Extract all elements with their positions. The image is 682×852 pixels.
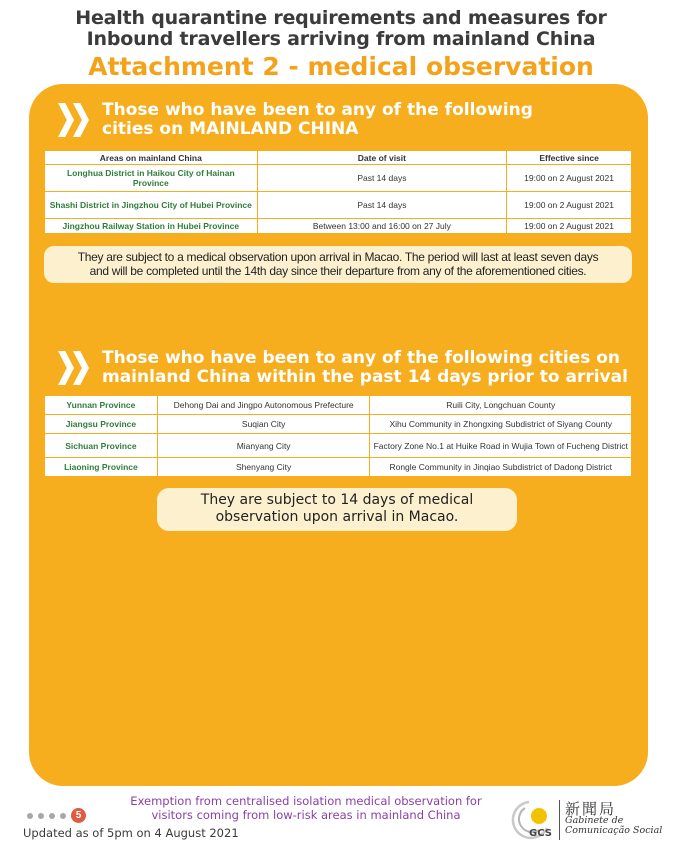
section2-note-line2: observation upon arrival in Macao. (215, 509, 459, 525)
section1-heading (58, 101, 533, 139)
column-header: Areas on mainland China (45, 151, 258, 165)
logo-pt-line1: Gabinete de (565, 815, 624, 826)
section1-note-line1: They are subject to a medical observation upon arrival in Macao. The period will last at least seven days (77, 250, 599, 264)
location-cell: Ruili City, Longchuan County (370, 396, 632, 415)
header-title-line2: Inbound travellers arriving from mainland China (86, 28, 596, 50)
city-cell: Mianyang City (157, 434, 370, 458)
area-cell: Longhua District in Haikou City of Hainan Province (45, 165, 258, 192)
date-cell: Between 13:00 and 16:00 on 27 July (257, 219, 507, 234)
effective-cell: 19:00 on 2 August 2021 (507, 219, 632, 234)
table-row (45, 192, 632, 219)
footer-title-line1: Exemption from centralised isolation medical observation for (130, 794, 482, 808)
section1-title-line2: cities on MAINLAND CHINA (102, 119, 359, 139)
page-dot[interactable] (49, 813, 55, 819)
header-title-line1: Health quarantine requirements and measures for (75, 7, 607, 29)
province-cell: Liaoning Province (45, 458, 158, 477)
table-header-row (45, 151, 632, 165)
section2-heading (58, 349, 628, 387)
province-cell: Jiangsu Province (45, 415, 158, 434)
section1-title-line1: Those who have been to any of the following (102, 100, 533, 120)
table-row (45, 415, 632, 434)
effective-cell: 19:00 on 2 August 2021 (507, 192, 632, 219)
gcs-logo (507, 796, 667, 846)
effective-cell: 19:00 on 2 August 2021 (507, 165, 632, 192)
footer-title (116, 794, 496, 822)
city-cell: Shenyang City (157, 458, 370, 477)
page-dot[interactable] (27, 813, 33, 819)
province-cell: Yunnan Province (45, 396, 158, 415)
table-row (45, 219, 632, 234)
double-chevron-right-icon (58, 101, 96, 139)
section2-title-line1: Those who have been to any of the following cities on (102, 348, 621, 368)
section2-table (44, 395, 632, 477)
section2-note-line1: They are subject to 14 days of medical (200, 492, 474, 508)
double-chevron-right-icon (58, 349, 96, 387)
section1-note (44, 246, 632, 283)
logo-pt-line2: Comunicação Social (565, 825, 663, 836)
location-cell: Rongle Community in Jinqiao Subdistrict of Dadong District (370, 458, 632, 477)
logo-chinese-name: 新聞局 (565, 800, 617, 818)
column-header: Date of visit (257, 151, 507, 165)
area-cell: Jingzhou Railway Station in Hubei Province (45, 219, 258, 234)
table-row (45, 165, 632, 192)
table-row (45, 396, 632, 415)
page-header (0, 8, 682, 83)
column-header: Effective since (507, 151, 632, 165)
section2-title-line2: mainland China within the past 14 days prior to arrival (102, 367, 628, 387)
logo-divider (559, 800, 560, 840)
date-cell: Past 14 days (257, 192, 507, 219)
province-cell: Sichuan Province (45, 434, 158, 458)
city-cell: Suqian City (157, 415, 370, 434)
updated-timestamp: Updated as of 5pm on 4 August 2021 (23, 826, 239, 840)
table-row (45, 458, 632, 477)
gcs-logo-icon (507, 796, 557, 844)
table-row (45, 434, 632, 458)
logo-mark-text: GCS (529, 828, 552, 839)
date-cell: Past 14 days (257, 165, 507, 192)
city-cell: Dehong Dai and Jingpo Autonomous Prefecture (157, 396, 370, 415)
logo-portuguese-name (565, 816, 662, 836)
page-indicator (27, 808, 91, 823)
section1-note-line2: and will be completed until the 14th day since their departure from any of the aforementioned cities. (89, 264, 587, 278)
section2-note (157, 488, 517, 531)
location-cell: Factory Zone No.1 at Huike Road in Wujia Town of Fucheng District (370, 434, 632, 458)
section1-table (44, 150, 632, 234)
page-dot[interactable] (60, 813, 66, 819)
location-cell: Xihu Community in Zhongxing Subdistrict of Siyang County (370, 415, 632, 434)
page-dot[interactable] (38, 813, 44, 819)
current-page-dot[interactable]: 5 (71, 808, 86, 823)
area-cell: Shashi District in Jingzhou City of Hubei Province (45, 192, 258, 219)
footer-title-line2: visitors coming from low-risk areas in mainland China (151, 808, 461, 822)
attachment-title: Attachment 2 - medical observation (88, 52, 594, 81)
